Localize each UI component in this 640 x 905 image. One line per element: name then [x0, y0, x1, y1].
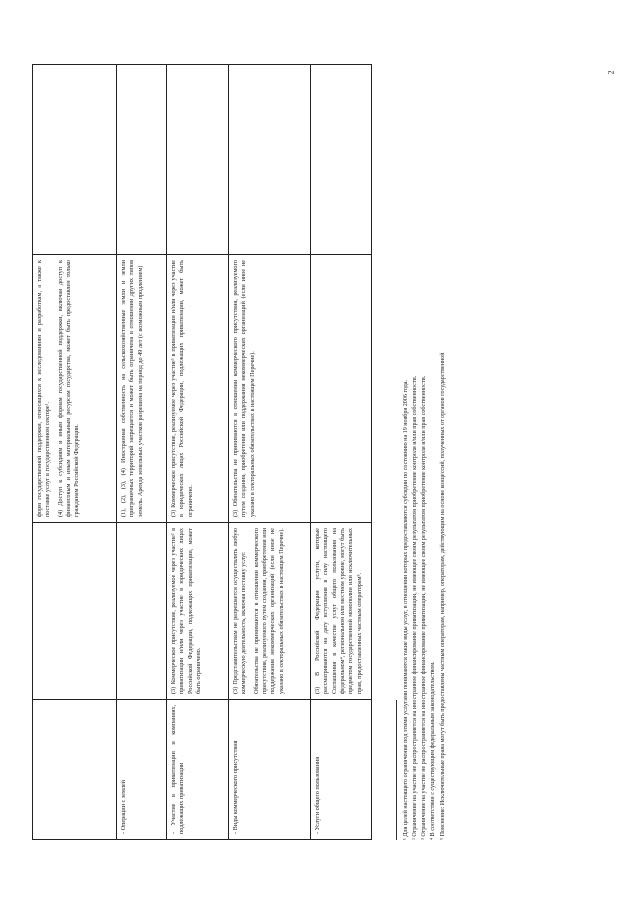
cell-paragraph: (3) Коммерческое присутствие, реализуемое через участие² в приватизации и/или через участие в юридических лицах Российской Федерации, подлежащих приватизации, может быть ограничено. [170, 528, 203, 694]
footnote-4: ⁴ В соответствии с существующим федеральным законодательством. [430, 661, 437, 840]
cell-paragraph: (1), (2), (3), (4) Иностранная собственность на сельскохозяйственные земли и земли приграничных территорий запрещается и может быть ограничена в отношении других типов земель. Аренда земельных участков разрешена на период до 49 лет (с возможным продлением) [120, 260, 144, 517]
market-access-cell [167, 523, 229, 700]
cell-paragraph: (3) Обязательства не принимаются в отношении коммерческого присутствия, реализуемого путем создания, приобретения или поддержания некоммерческих организаций (если иное не указано в секторальных обязательствах в настоящем Перечне). [232, 260, 256, 517]
additional-commitments-cell [117, 65, 167, 255]
additional-commitments-cell [311, 65, 372, 255]
sector-cell: - Услуги общего пользования [311, 700, 372, 840]
national-treatment-cell [229, 255, 311, 523]
national-treatment-cell [117, 255, 167, 523]
table-row [117, 65, 167, 840]
table-row [311, 65, 372, 840]
cell-paragraph: (3) Представительствам не разрешается осуществлять любую коммерческую деятельность, включая поставку услуг. [232, 528, 248, 694]
table-row [33, 65, 117, 840]
additional-commitments-cell [33, 65, 117, 255]
footnote-5: ⁵ Пояснение: Исключительные права могут быть предоставлены частным операторам, например, операторам, действующим на основе концессий, полученных от органов государственной [439, 352, 446, 840]
cell-paragraph: (4) Доступ к субсидиям и иным формам государственной поддержки, включая доступ к финансовым и иным материальным ресурсам государства, может быть предоставлен только гражданам Российской Федерации. [56, 260, 81, 517]
additional-commitments-cell [229, 65, 311, 255]
footnote-3: ³ Ограничение на участие не распространяется на иностранное финансирование приватизации, не имеющее своим результатом приобретение контроля и/или прав собственности. [421, 375, 428, 840]
national-treatment-cell [33, 255, 117, 523]
market-access-cell [229, 523, 311, 700]
sector-cell [33, 700, 117, 840]
market-access-cell [33, 523, 117, 700]
footnote-separator [396, 700, 397, 840]
cell-paragraph: (3) В Российской Федерации услуги, которые рассматриваются на дату вступления в силу настоящего Соглашения в качестве услуг общего пользования на федеральном⁴, региональном или местном уровне, могут быть предметом государственной монополии или исключительных прав, предоставленных частным операторам⁵. [314, 528, 363, 694]
national-treatment-cell [311, 255, 372, 523]
market-access-cell [311, 523, 372, 700]
cell-paragraph: (3) Коммерческое присутствие, реализуемое через участие³ в приватизации и/или через участие в юридических лицах Российской Федерации, подлежащих приватизации, может быть ограничено. [170, 260, 194, 517]
sector-cell: - Участие в приватизации и компаниях, подлежащих приватизации [167, 700, 229, 840]
sector-cell: - Виды коммерческого присутствия [229, 700, 311, 840]
commitments-table [32, 64, 372, 840]
cell-paragraph: Обязательства не принимаются в отношении коммерческого присутствия, реализуемого путем создания, приобретения или поддержания некоммерческих организаций (если иное не указано в секторальных обязательствах в настоящем Перечне). [252, 528, 285, 694]
national-treatment-cell [167, 255, 229, 523]
footnotes [402, 65, 448, 840]
additional-commitments-cell [167, 65, 229, 255]
table-row [229, 65, 311, 840]
page-number: 2 [606, 70, 616, 75]
footnote-2: ² Ограничение на участие не распространяется на иностранное финансирование приватизации, не имеющее своим результатом приобретение контроля и/или прав собственности. [412, 375, 419, 840]
cell-paragraph: форм государственной поддержки, относящихся к исследованиям и разработкам, а также к поставке услуг в государственном секторе¹. [36, 260, 52, 517]
sector-cell: - Операции с землей [117, 700, 167, 840]
footnote-1: ¹ Для целей настоящего ограничения под этими услугами понимаются такие виды услуг, в отношении которых предоставляются субсидии по состоянию на 19 ноября 2006 года. [403, 379, 409, 840]
rotated-page-content [32, 65, 567, 840]
market-access-cell [117, 523, 167, 700]
table-row [167, 65, 229, 840]
